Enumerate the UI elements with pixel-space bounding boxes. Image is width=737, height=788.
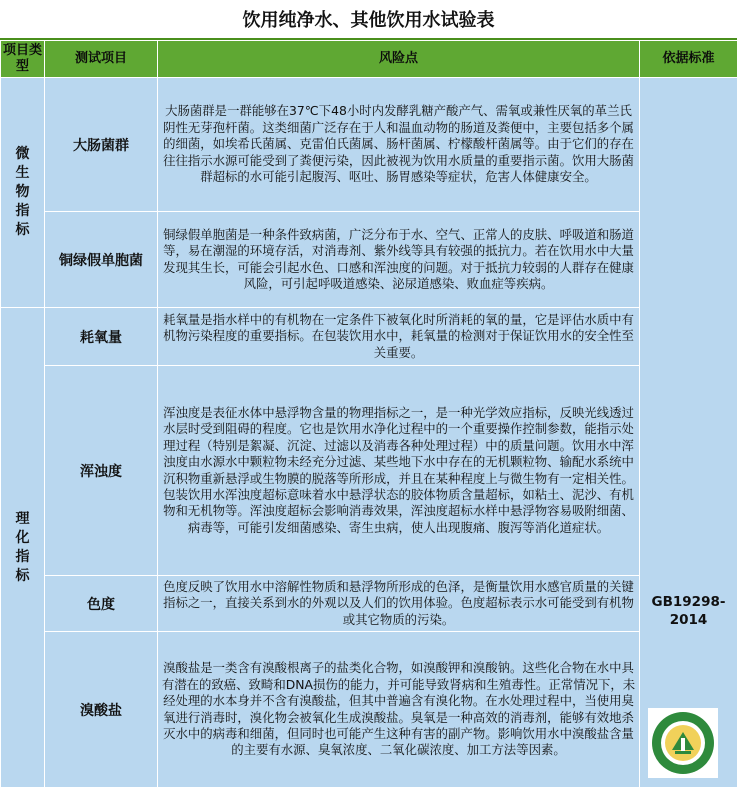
risk-text: 耗氧量是指水样中的有机物在一定条件下被氧化时所消耗的氧的量，它是评估水质中有机物污染程度的重要指标。在包装饮用水中，耗氧量的检测对于保证饮用水的安全性至关重要。 [158, 308, 640, 366]
header-risk: 风险点 [158, 41, 640, 78]
item-name: 色度 [45, 576, 158, 632]
risk-text: 色度反映了饮用水中溶解性物质和悬浮物所形成的色泽，是衡量饮用水感官质量的关键指标之一，直接关系到水的外观以及人们的饮用体验。色度超标表示水可能受到有机物或其它物质的污染。 [158, 576, 640, 632]
table-row [1, 308, 737, 366]
risk-text: 铜绿假单胞菌是一种条件致病菌，广泛分布于水、空气、正常人的皮肤、呼吸道和肠道等，易在潮湿的环境存活，对消毒剂、紫外线等具有较强的抵抗力。若在饮用水中大量发现其生长，可能会引起水色、口感和浑浊度的问题。对于抵抗力较弱的人群存在健康风险，可引起呼吸道感染、泌尿道感染、败血症等疾病。 [158, 212, 640, 308]
item-name: 浑浊度 [45, 366, 158, 576]
risk-text: 大肠菌群是一群能够在37℃下48小时内发酵乳糖产酸产气、需氧或兼性厌氧的革兰氏阴性无芽孢杆菌。这类细菌广泛存在于人和温血动物的肠道及粪便中，主要包括多个属的细菌，如埃希氏菌属、克雷伯氏菌属、肠杆菌属、柠檬酸杆菌属等。由于它们的存在往往指示水源可能受到了粪便污染，因此被视为饮用水质量的重要指示菌。饮用大肠菌群超标的水可能引起腹泻、呕吐、肠胃感染等症状，危害人体健康安全。 [158, 78, 640, 212]
standard-code: GB19298-2014 [640, 593, 737, 629]
table-row [1, 632, 737, 788]
group-physchem: 理化指标 [1, 308, 45, 788]
table-row [1, 576, 737, 632]
page-title: 饮用纯净水、其他饮用水试验表 [0, 0, 737, 40]
header-row [1, 41, 737, 78]
test-table [0, 40, 737, 788]
header-standard: 依据标准 [640, 41, 737, 78]
header-item: 测试项目 [45, 41, 158, 78]
header-type: 项目类型 [1, 41, 45, 78]
certification-seal-icon [648, 708, 718, 778]
item-name: 耗氧量 [45, 308, 158, 366]
table-row [1, 366, 737, 576]
item-name: 溴酸盐 [45, 632, 158, 788]
table-row [1, 212, 737, 308]
group-micro: 微生物指标 [1, 78, 45, 308]
risk-text: 溴酸盐是一类含有溴酸根离子的盐类化合物，如溴酸钾和溴酸钠。这些化合物在水中具有潜在的致癌、致畸和DNA损伤的能力，并可能导致肾病和生殖毒性。正常情况下，未经处理的水本身并不含有溴酸盐，但其中普遍含有溴化物。在水处理过程中，当使用臭氧进行消毒时，溴化物会被氧化生成溴酸盐。臭氧是一种高效的消毒剂，能够有效地杀灭水中的病毒和细菌，但同时也可能产生这种有害的副产物。影响饮用水中溴酸盐含量的主要有水源、臭氧浓度、二氧化碳浓度、加工方法等因素。 [158, 632, 640, 788]
item-name: 铜绿假单胞菌 [45, 212, 158, 308]
standard-cell [640, 78, 737, 788]
item-name: 大肠菌群 [45, 78, 158, 212]
risk-text: 浑浊度是表征水体中悬浮物含量的物理指标之一，是一种光学效应指标，反映光线透过水层时受到阻碍的程度。它也是饮用水净化过程中的一个重要操作控制参数，能指示处理过程（特别是絮凝、沉淀、过滤以及消毒各种处理过程）中的质量问题。饮用水中浑浊度由水源水中颗粒物未经充分过滤、某些地下水中存在的无机颗粒物、输配水系统中沉积物重新悬浮或生物膜的脱落等所形成，并且在某种程度上与微生物有一定相关性。包装饮用水浑浊度超标意味着水中悬浮状态的胶体物质含量超标，如粘土、泥沙、有机物和无机物等。浑浊度超标会影响消毒效果，浑浊度超标水样中悬浮物容易吸附细菌、病毒等，可能引发细菌感染、寄生虫病，使人出现腹痛、腹泻等消化道症状。 [158, 366, 640, 576]
table-row [1, 78, 737, 212]
